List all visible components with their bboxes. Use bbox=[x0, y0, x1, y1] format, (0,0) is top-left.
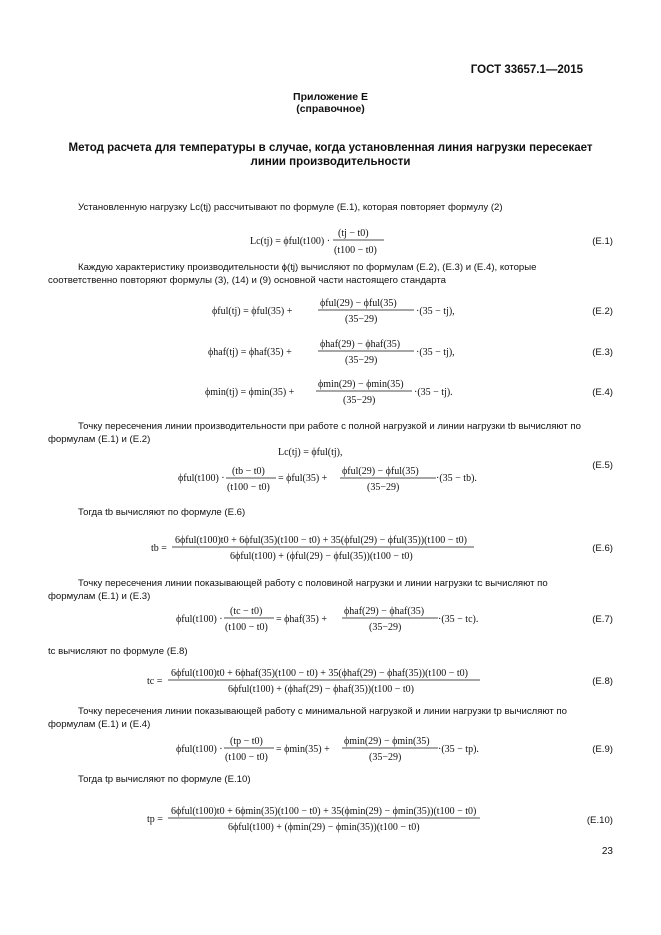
paragraph-2: Каждую характеристику производительности ϕ(tj) вычисляют по формулам (Е.2), (Е.3) и (Е.4), которые соответственно повторяют формулы (3), (14) и (9) основной части настоящего стандарта bbox=[48, 262, 537, 286]
section-title: Метод расчета для температуры в случае, когда установленная линия нагрузки пересекает линии производительности bbox=[68, 142, 593, 168]
e7-f2-denominator: (35−29) bbox=[369, 622, 402, 633]
e5-f2-numerator: ϕful(29) − ϕful(35) bbox=[342, 466, 419, 477]
e7-mid: = ϕhaf(35) + bbox=[276, 614, 327, 625]
e9-mid: = ϕmin(35) + bbox=[276, 744, 330, 755]
e5-f2-denominator: (35−29) bbox=[367, 482, 400, 493]
eq-number-e8: (Е.8) bbox=[592, 676, 613, 687]
e7-f2-numerator: ϕhaf(29) − ϕhaf(35) bbox=[344, 606, 425, 617]
e2-lhs: ϕful(tj) = ϕful(35) + bbox=[212, 306, 293, 317]
appendix-title: Приложение Е bbox=[293, 91, 368, 103]
equation-e3 bbox=[208, 339, 455, 366]
e9-f2-numerator: ϕmin(29) − ϕmin(35) bbox=[344, 736, 430, 747]
e9-f2-denominator: (35−29) bbox=[369, 752, 402, 763]
e4-lhs: ϕmin(tj) = ϕmin(35) + bbox=[205, 387, 295, 398]
equation-e6 bbox=[151, 535, 474, 562]
e6-denominator: 6ϕful(t100) + (ϕful(29) − ϕful(35))(t100 − t0) bbox=[230, 551, 413, 562]
e8-lhs: tc = bbox=[147, 676, 163, 687]
e9-rhs: ·(35 − tp). bbox=[438, 744, 479, 755]
e8-numerator: 6ϕful(t100)t0 + 6ϕhaf(35)(t100 − t0) + 35(ϕhaf(29) − ϕhaf(35))(t100 − t0) bbox=[171, 668, 468, 679]
e1-numerator: (tj − t0) bbox=[338, 228, 369, 239]
e4-numerator: ϕmin(29) − ϕmin(35) bbox=[318, 379, 404, 390]
e4-denominator: (35−29) bbox=[343, 395, 376, 406]
eq-number-e4: (Е.4) bbox=[592, 387, 613, 398]
e5-f1-numerator: (tb − t0) bbox=[232, 466, 265, 477]
paragraph-3: Точку пересечения линии производительности при работе с полной нагрузкой и линии нагрузки tb вычисляют по формулам (Е.1) и (Е.2) bbox=[48, 421, 581, 445]
e3-numerator: ϕhaf(29) − ϕhaf(35) bbox=[320, 339, 401, 350]
e3-rhs: ·(35 − tj), bbox=[416, 347, 455, 358]
paragraph-1: Установленную нагрузку Lc(tj) рассчитывают по формуле (Е.1), которая повторяет формулу (2) bbox=[78, 202, 503, 213]
e9-f1-denominator: (t100 − t0) bbox=[225, 752, 268, 763]
e5-f1-denominator: (t100 − t0) bbox=[227, 482, 270, 493]
e3-denominator: (35−29) bbox=[345, 355, 378, 366]
e9-f1-numerator: (tp − t0) bbox=[230, 736, 263, 747]
paragraph-5: Точку пересечения линии показывающей работу с половиной нагрузки и линии нагрузки tc вычисляют по формулам (Е.1) и (Е.3) bbox=[48, 578, 548, 602]
paragraph-7: Точку пересечения линии показывающей работу с минимальной нагрузкой и линии нагрузки tp вычисляют по формулам (Е.1) и (Е.4) bbox=[48, 706, 567, 730]
equation-e5 bbox=[178, 447, 477, 493]
e6-lhs: tb = bbox=[151, 543, 167, 554]
equation-e1 bbox=[250, 228, 384, 256]
e9-lhs: ϕful(t100) · bbox=[176, 744, 223, 755]
e2-rhs: ·(35 − tj), bbox=[416, 306, 455, 317]
paragraph-4: Тогда tb вычисляют по формуле (Е.6) bbox=[78, 507, 246, 518]
eq-number-e10: (Е.10) bbox=[586, 815, 613, 826]
e6-numerator: 6ϕful(t100)t0 + 6ϕful(35)(t100 − t0) + 35(ϕful(29) − ϕful(35))(t100 − t0) bbox=[175, 535, 467, 546]
eq-number-e3: (Е.3) bbox=[592, 347, 613, 358]
equation-e9 bbox=[176, 736, 479, 763]
e10-lhs: tp = bbox=[147, 814, 163, 825]
equation-e2 bbox=[212, 298, 455, 325]
e7-f1-numerator: (tc − t0) bbox=[230, 606, 263, 617]
e10-denominator: 6ϕful(t100) + (ϕmin(29) − ϕmin(35))(t100 − t0) bbox=[228, 822, 420, 833]
e7-lhs: ϕful(t100) · bbox=[176, 614, 223, 625]
e10-numerator: 6ϕful(t100)t0 + 6ϕmin(35)(t100 − t0) + 35(ϕmin(29) − ϕmin(35))(t100 − t0) bbox=[171, 806, 477, 817]
eq-number-e5: (Е.5) bbox=[592, 460, 613, 471]
equation-e4 bbox=[205, 379, 453, 406]
e8-denominator: 6ϕful(t100) + (ϕhaf(29) − ϕhaf(35))(t100 − t0) bbox=[228, 684, 414, 695]
e5-lhs: ϕful(t100) · bbox=[178, 473, 225, 484]
e4-rhs: ·(35 − tj). bbox=[414, 387, 453, 398]
e3-lhs: ϕhaf(tj) = ϕhaf(35) + bbox=[208, 347, 292, 358]
eq-number-e2: (Е.2) bbox=[592, 306, 613, 317]
e5-rhs: ·(35 − tb). bbox=[436, 473, 477, 484]
eq-number-e7: (Е.7) bbox=[592, 614, 613, 625]
paragraph-6: tc вычисляют по формуле (Е.8) bbox=[48, 646, 188, 657]
e7-rhs: ·(35 − tc). bbox=[438, 614, 479, 625]
eq-number-e1: (Е.1) bbox=[592, 236, 613, 247]
e2-denominator: (35−29) bbox=[345, 314, 378, 325]
standard-header: ГОСТ 33657.1—2015 bbox=[470, 64, 583, 76]
e1-lhs: Lc(tj) = ϕful(t100) · bbox=[250, 236, 331, 247]
paragraph-8: Тогда tp вычисляют по формуле (Е.10) bbox=[78, 774, 251, 785]
eq-number-e6: (Е.6) bbox=[592, 543, 613, 554]
page-number: 23 bbox=[601, 846, 613, 857]
e5-mid: = ϕful(35) + bbox=[278, 473, 328, 484]
equation-e7 bbox=[176, 606, 478, 633]
e1-denominator: (t100 − t0) bbox=[334, 245, 377, 256]
equation-e10 bbox=[147, 806, 480, 833]
eq-number-e9: (Е.9) bbox=[592, 744, 613, 755]
appendix-subtitle: (справочное) bbox=[296, 103, 365, 115]
equation-e8 bbox=[147, 668, 480, 695]
e7-f1-denominator: (t100 − t0) bbox=[225, 622, 268, 633]
e2-numerator: ϕful(29) − ϕful(35) bbox=[320, 298, 397, 309]
e5-line1: Lc(tj) = ϕful(tj), bbox=[278, 447, 343, 458]
